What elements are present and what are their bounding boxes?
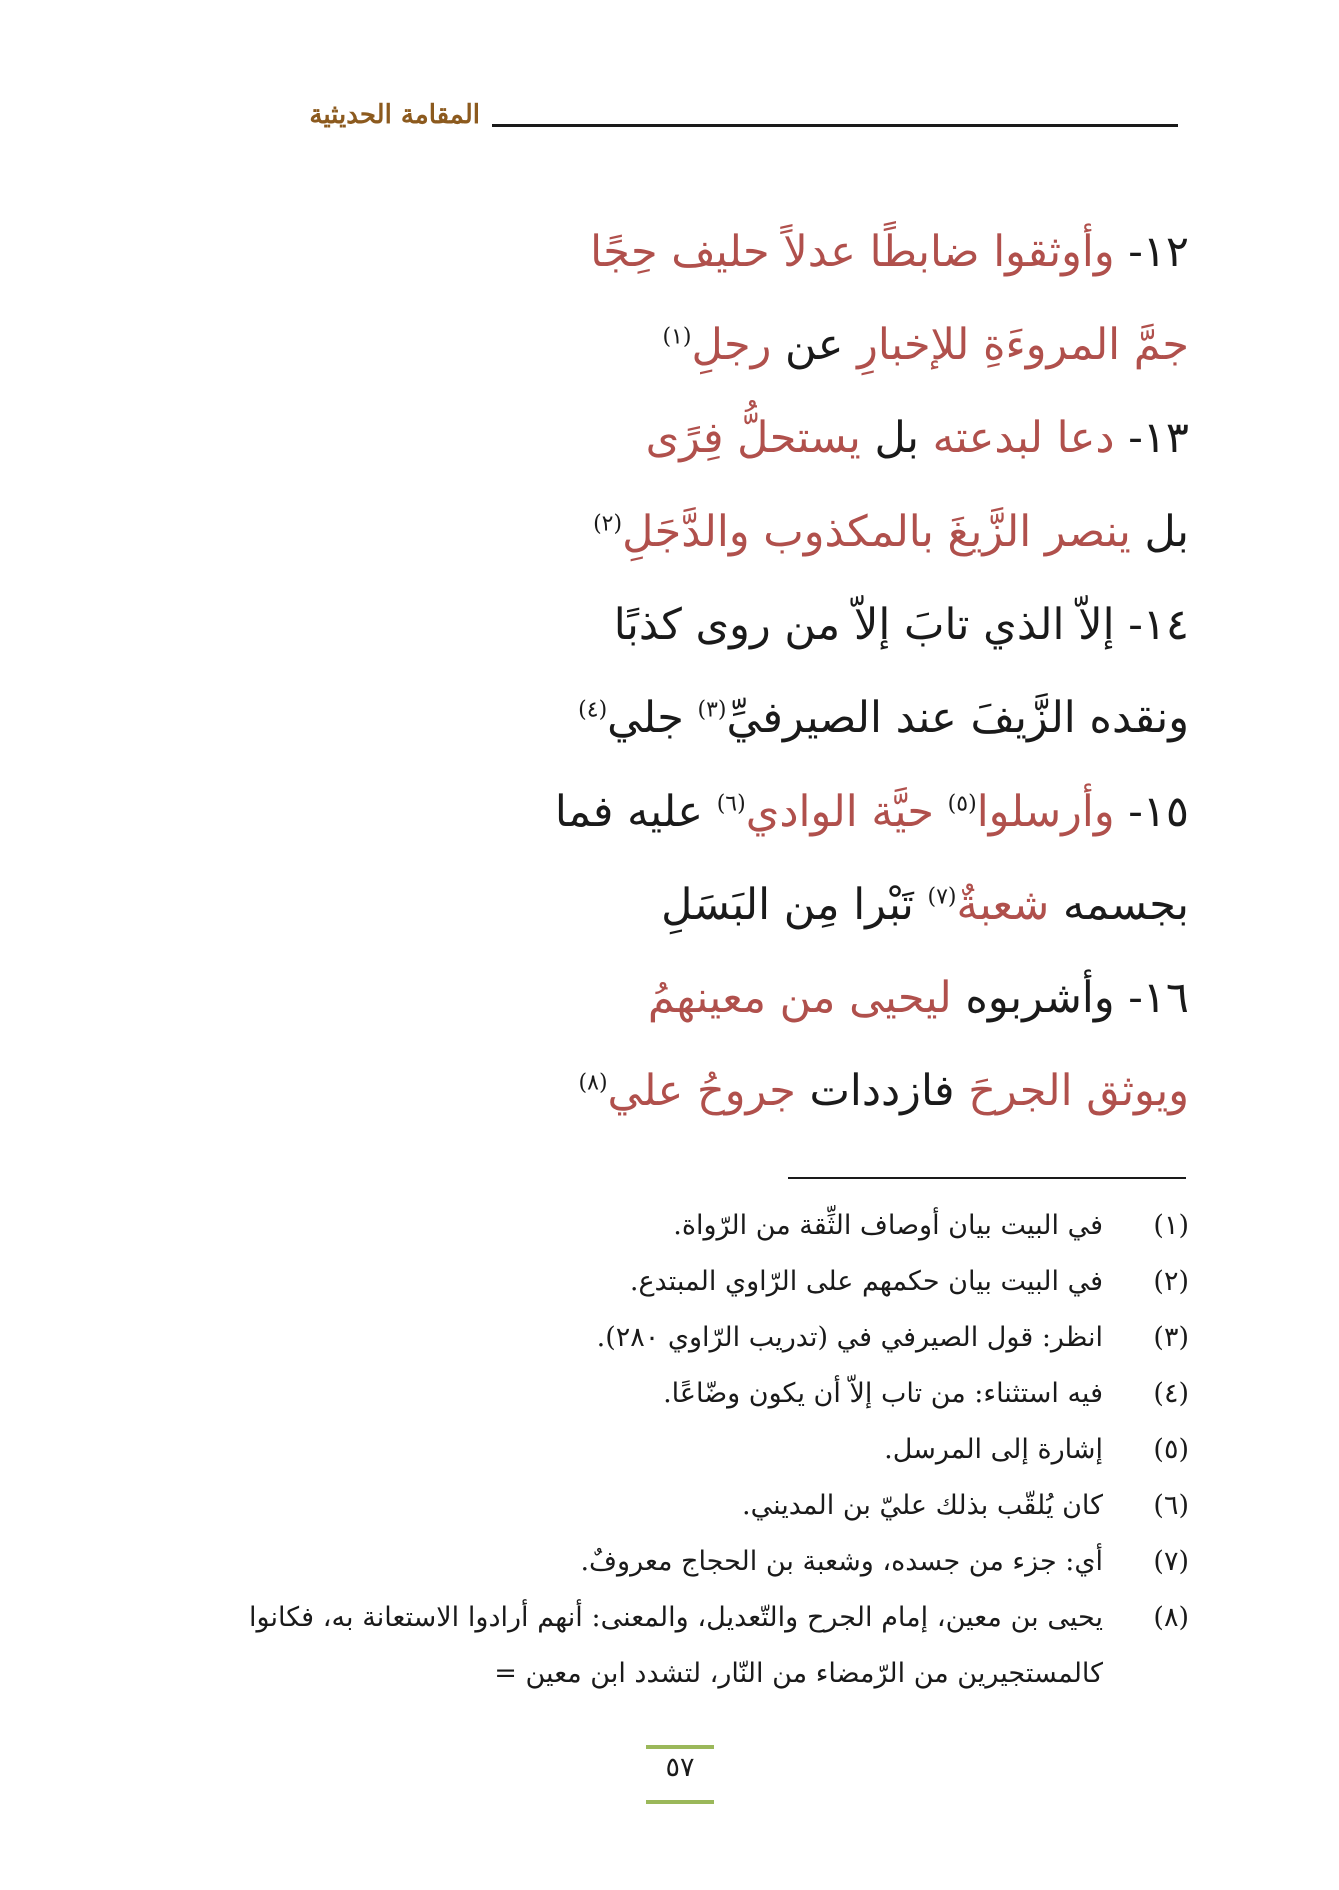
footnote-text: أي: جزء من جسده، وشعبة بن الحجاج معروفٌ. [580,1546,1103,1577]
footnote-ref[interactable]: (٥) [947,791,977,817]
footnote-item [249,1422,1189,1478]
footnote-ref[interactable]: (٦) [716,791,746,817]
footnote-number: (٥) [1153,1434,1189,1465]
footnote-item [249,1198,1189,1254]
page-number-rule-bottom [646,1800,714,1804]
footnote-number: (٦) [1153,1490,1189,1521]
footnote-number: (٢) [1153,1266,1189,1297]
verse-text: عن [771,320,858,370]
footnote-number: (١) [1153,1210,1189,1241]
footnote-text: فيه استثناء: من تاب إلاّ أن يكون وضّاعًا. [663,1378,1103,1409]
page-number: ٥٧ [665,1752,695,1783]
footnote-text: في البيت بيان حكمهم على الرّاوي المبتدع. [629,1266,1103,1297]
footnote-ref[interactable]: (٢) [593,511,623,537]
verse-text: جمَّ المروءَةِ للإخبارِ [857,320,1189,370]
verse-number: ١٢- [1128,227,1189,277]
verse-text: وأوثقوا ضابطًا عدلاً حليف حِجًا [590,227,1115,277]
footnote-ref[interactable]: (٣) [697,697,727,723]
footnote-item [249,1590,1189,1702]
footnote-ref[interactable]: (٤) [578,697,608,723]
verse-text: بل [860,413,933,463]
verse-text: وأرسلوا [976,787,1115,837]
verse-text: بل [1130,507,1189,557]
verse-line-1 [590,222,1189,282]
footnote-number: (٨) [1153,1602,1189,1633]
verse-text: يستحلُّ فِرًى [645,413,861,463]
running-header-title: المقامة الحديثية [309,100,480,130]
verse-text: ويوثق الجرحَ [968,1066,1189,1116]
verse-text: بجسمه [1049,880,1189,930]
footnote-item [249,1310,1189,1366]
footnote-item [249,1534,1189,1590]
verse-text: ليحيى من معينهمُ [647,973,966,1023]
verse-line-10 [579,1061,1189,1121]
footnotes [249,1198,1189,1702]
verse-line-3 [646,408,1189,468]
footnote-text: يحيى بن معين، إمام الجرح والتّعديل، والمعنى: أنهم أرادوا الاستعانة به، فكانوا كالمستجيرين من الرّمضاء من النّار، لتشدد ابن معين = [249,1602,1103,1689]
verse-text: إلاّ الذي تابَ إلاّ من روى كذبًا [613,600,1115,650]
footnote-item [249,1366,1189,1422]
footnote-ref[interactable]: (١) [662,324,692,350]
footnote-text: كان يُلقّب بذلك عليّ بن المديني. [742,1490,1103,1521]
verse-line-6 [578,688,1189,748]
verse-number: ١٥- [1128,787,1189,837]
header-rule [492,124,1178,127]
verse-text: حيَّة الوادي [745,787,948,837]
page-number-rule-top [646,1745,714,1749]
verse-text: دعا لبدعته [932,413,1115,463]
footnote-ref[interactable]: (٧) [927,884,957,910]
verse-line-7 [555,782,1189,842]
footnote-ref[interactable]: (٨) [578,1070,608,1096]
verse-text: جلي [607,693,698,743]
verse-number: ١٣- [1128,413,1189,463]
verse-line-8 [661,875,1189,935]
footnote-text: انظر: قول الصيرفي في (تدريب الرّاوي ٢٨٠). [596,1322,1103,1353]
footnote-text: في البيت بيان أوصاف الثِّقة من الرّواة. [673,1210,1103,1241]
verse-line-9 [648,968,1189,1028]
footnote-text: إشارة إلى المرسل. [884,1434,1103,1465]
footnote-number: (٤) [1153,1378,1189,1409]
footnote-item [249,1478,1189,1534]
verse-text: جروحُ علي [607,1066,796,1116]
verse-number: ١٤- [1128,600,1189,650]
footnote-item [249,1254,1189,1310]
footnote-number: (٣) [1153,1322,1189,1353]
verse-text: شعبةٌ [956,880,1050,930]
verse-line-5 [614,595,1189,655]
verse-text: فازددات [795,1066,969,1116]
verse-number: ١٦- [1128,973,1189,1023]
verse-line-4 [593,502,1189,562]
verse-line-2 [662,315,1189,375]
verse-text: عليه فما [554,787,717,837]
verse-text: ينصر الزَّيغَ بالمكذوب والدَّجَلِ [622,507,1131,557]
footnote-number: (٧) [1153,1546,1189,1577]
verse-text: ونقده الزَّيفَ عند الصيرفيِّ [726,693,1189,743]
verse-text: تَبْرا مِن البَسَلِ [661,880,928,930]
verse-text: رجلِ [691,320,772,370]
verse-text: وأشربوه [965,973,1115,1023]
footnote-separator [788,1177,1186,1179]
